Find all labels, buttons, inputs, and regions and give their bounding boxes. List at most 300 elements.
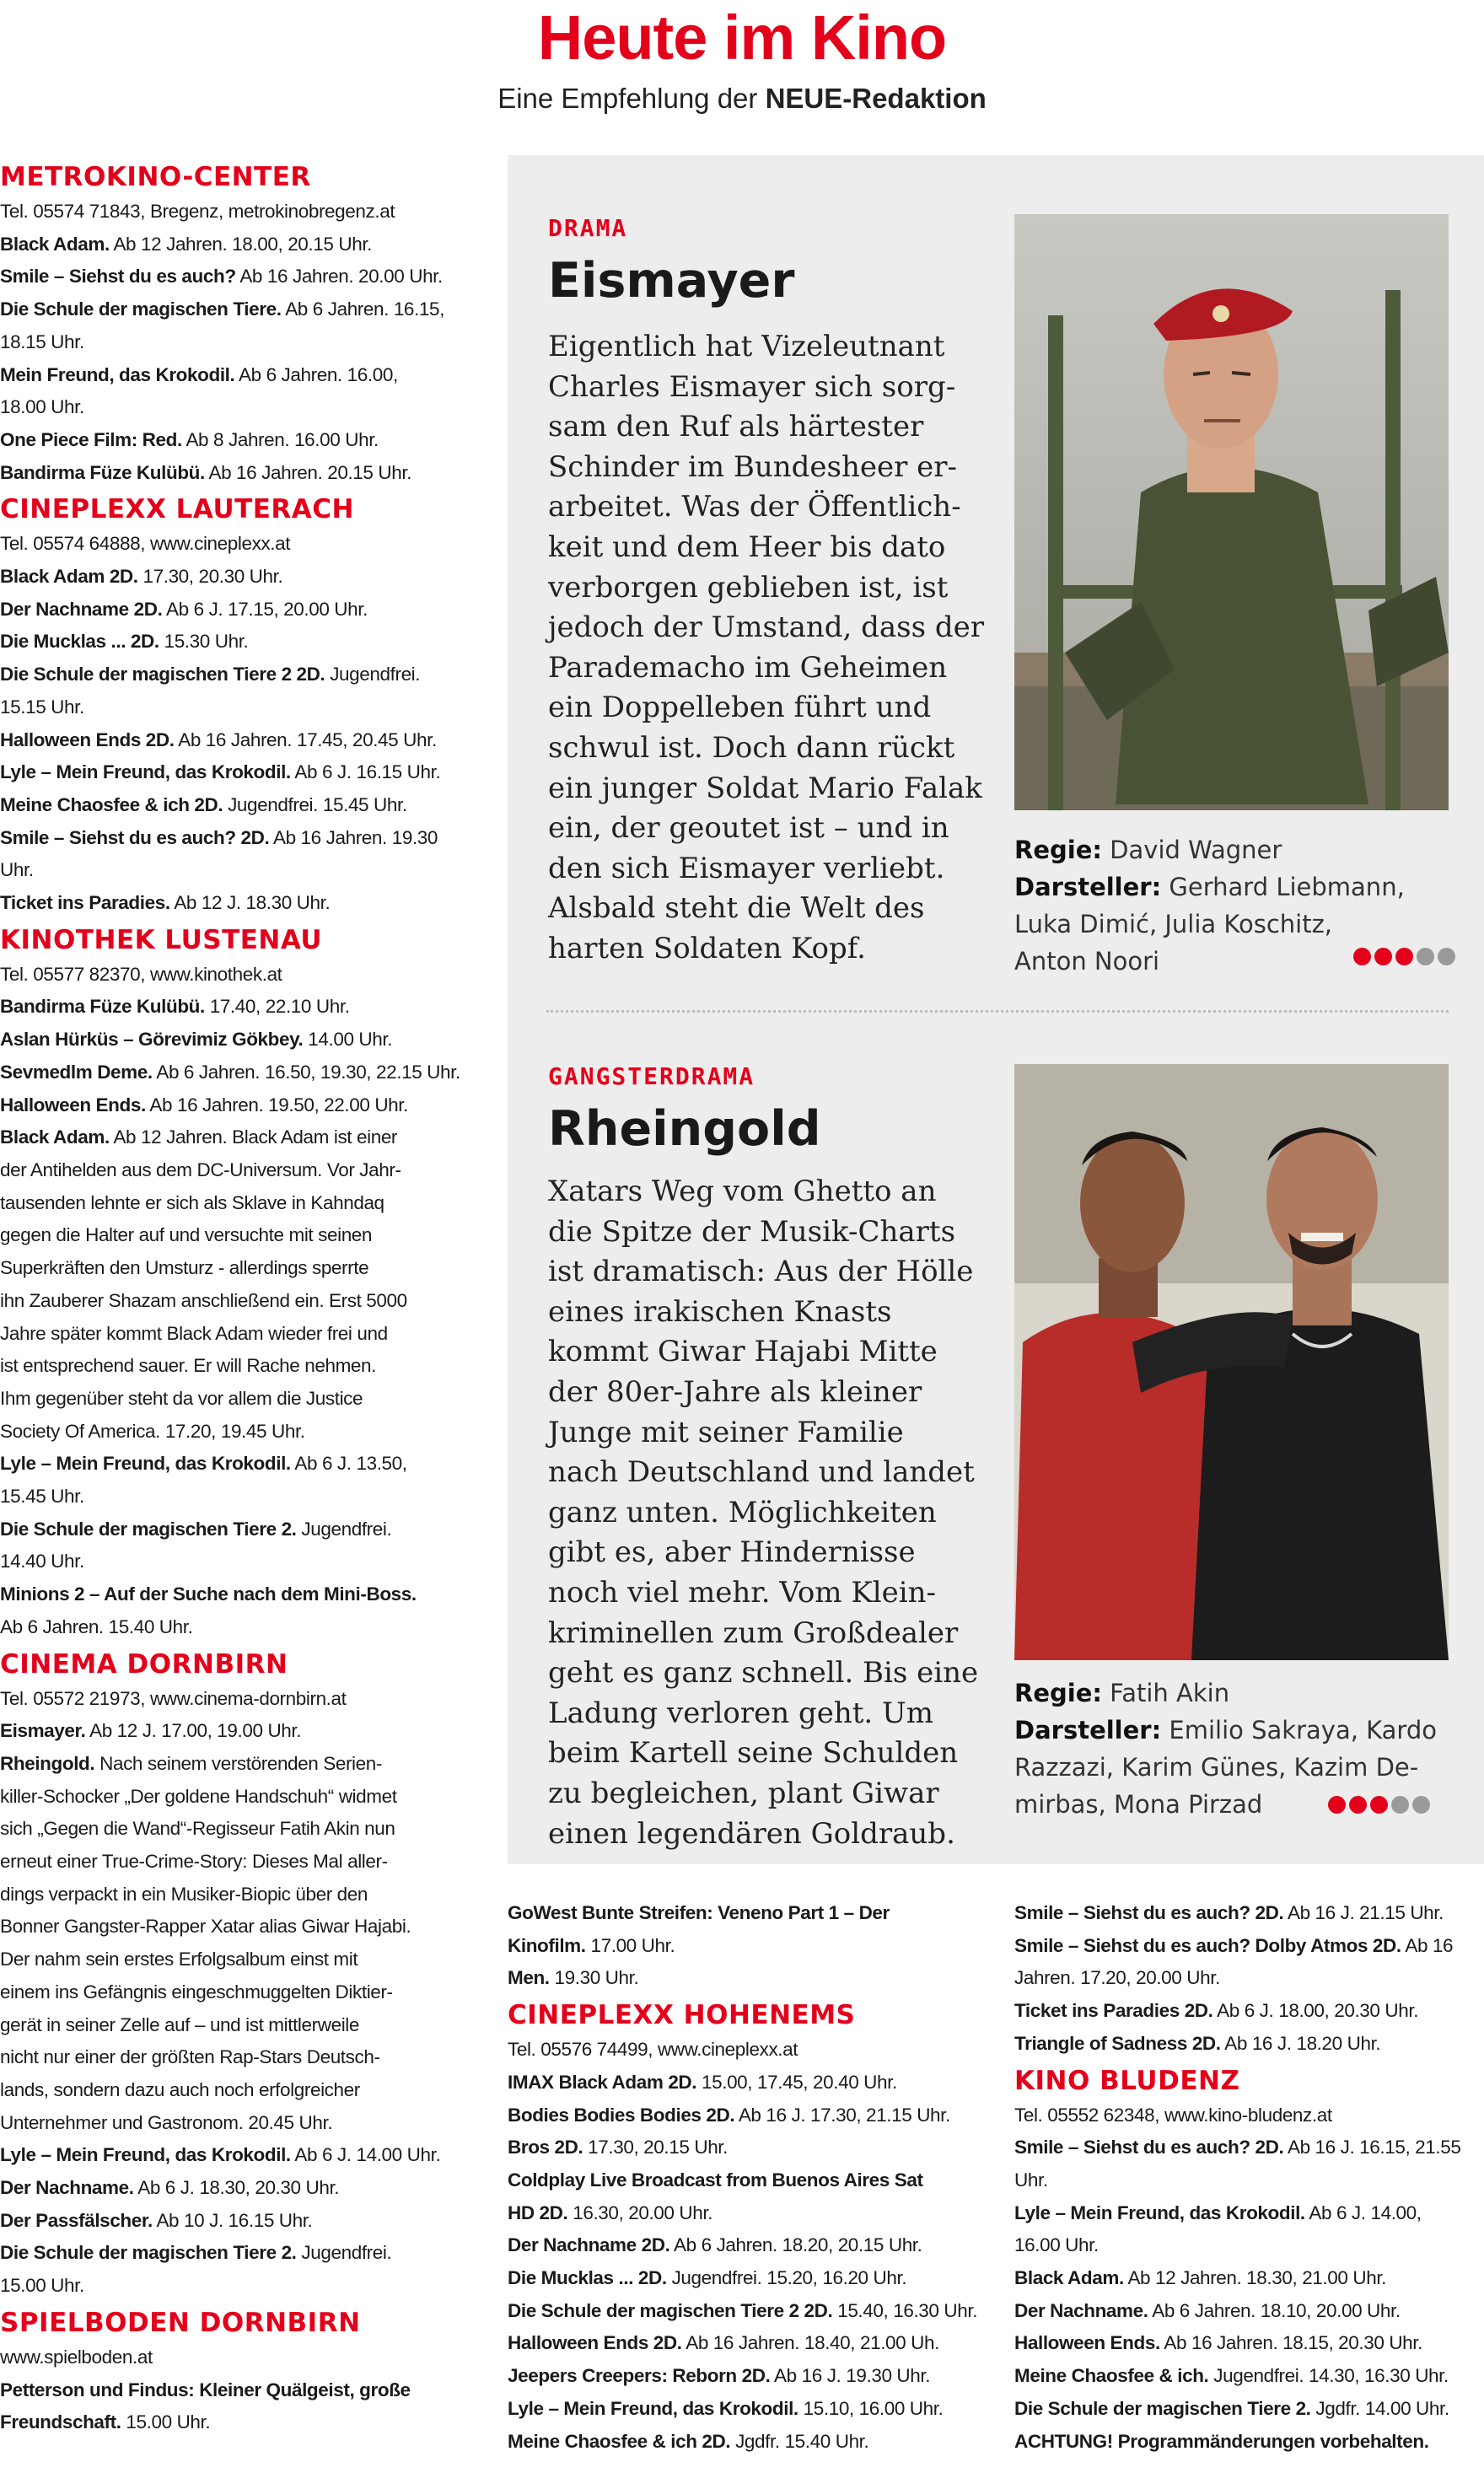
listing-line xyxy=(508,2327,980,2360)
listing-detail: Jugendfrei. 15.20, 16.20 Uhr. xyxy=(666,2267,907,2289)
listing-line xyxy=(508,2262,980,2295)
review-line: arbeitet. Was der Öffentlich- xyxy=(548,490,961,524)
listing-line xyxy=(508,2360,980,2393)
film-name: Bandirma Füze Kulübü. xyxy=(0,461,205,483)
film-name: Rheingold. xyxy=(0,1752,95,1774)
listing-detail: 18.15 Uhr. xyxy=(0,331,84,352)
listing-detail: Tel. 05572 21973, www.cinema-dornbirn.at xyxy=(0,1687,347,1709)
cinema-heading: CINEPLEXX LAUTERACH xyxy=(0,494,354,525)
listing-detail: Ab 16 Jahren. 18.40, 21.00 Uh. xyxy=(681,2332,939,2354)
film-name: Coldplay Live Broadcast from Buenos Aires Sat xyxy=(508,2169,923,2191)
listing-detail: Der nahm sein erstes Erfolgsalbum einst mit xyxy=(0,1949,358,1970)
listing-detail: 16.00 Uhr. xyxy=(1014,2234,1099,2256)
listing-line xyxy=(508,2426,980,2459)
review-line: den sich Eismayer verliebt. xyxy=(548,851,945,885)
rating-dot-filled xyxy=(1374,948,1392,965)
listing-line xyxy=(1014,2197,1484,2230)
listing-line xyxy=(1014,2099,1484,2132)
review-line: Alsbald steht die Welt des xyxy=(548,891,925,926)
listing-detail: Jahren. 17.20, 20.00 Uhr. xyxy=(1014,1967,1220,1989)
listing-line xyxy=(0,228,485,261)
film-name: Mein Freund, das Krokodil. xyxy=(0,363,235,385)
rating-dot-empty xyxy=(1417,948,1434,965)
review-line: gibt es, aber Hindernisse xyxy=(548,1535,916,1570)
review-line: keit und dem Heer bis dato xyxy=(548,530,946,564)
listings-column-right xyxy=(1014,1897,1484,2458)
listing-line xyxy=(0,887,485,920)
listing-detail: Tel. 05574 71843, Bregenz, metrokinobregenz.at xyxy=(0,201,395,222)
film-name: Smile – Siehst du es auch? 2D. xyxy=(0,826,270,848)
listing-line xyxy=(0,2205,485,2238)
review-credits xyxy=(1014,831,1405,980)
listing-line xyxy=(0,1219,485,1252)
listing-line xyxy=(0,2041,485,2074)
review-line: einen legendären Goldraub. xyxy=(548,1816,955,1851)
film-name: Black Adam. xyxy=(0,1126,110,1148)
listing-detail: Ab 16 J. 21.15 Uhr. xyxy=(1283,1902,1444,1923)
listing-line xyxy=(0,991,485,1024)
listing-line xyxy=(508,2229,980,2262)
listing-line xyxy=(0,1416,485,1449)
listing-detail: Tel. 05574 64888, www.cineplexx.at xyxy=(0,533,291,555)
film-name: Black Adam. xyxy=(0,233,110,255)
film-name: Jeepers Creepers: Reborn 2D. xyxy=(508,2365,771,2387)
film-name: Sevmedlm Deme. xyxy=(0,1061,153,1083)
rating-dots xyxy=(1328,1796,1430,1814)
review-line: Eigentlich hat Vizeleutnant xyxy=(548,330,945,363)
film-name: Die Schule der magischen Tiere. xyxy=(0,298,282,320)
film-name: Lyle – Mein Freund, das Krokodil. xyxy=(0,2144,291,2166)
listing-detail: Jugendfrei. xyxy=(296,1518,392,1540)
listing-line xyxy=(0,1187,485,1220)
listing-line xyxy=(1014,2360,1484,2393)
listing-line xyxy=(0,1578,485,1611)
credit-line xyxy=(1014,868,1405,906)
review-line: nach Deutschland und landet xyxy=(548,1455,975,1490)
listing-line xyxy=(1014,2426,1484,2459)
film-name: Lyle – Mein Freund, das Krokodil. xyxy=(508,2397,798,2419)
listing-line xyxy=(1014,2229,1484,2262)
credit-line xyxy=(1014,1675,1437,1712)
credit-label: Darsteller: xyxy=(1014,1716,1162,1744)
listing-detail: erneut einer True-Crime-Story: Dieses Mal aller- xyxy=(0,1851,388,1873)
listing-detail: 15.10, 16.00 Uhr. xyxy=(798,2397,944,2419)
credit-line xyxy=(1014,1749,1437,1786)
film-name: Der Nachname 2D. xyxy=(0,598,163,620)
listing-line xyxy=(0,1024,485,1056)
listing-detail: nicht nur einer der größten Rap-Stars Deutsch- xyxy=(0,2046,380,2068)
listing-line xyxy=(0,594,485,626)
listing-line xyxy=(0,391,485,424)
review-line: noch viel mehr. Vom Klein- xyxy=(548,1575,936,1610)
listing-detail: 17.40, 22.10 Uhr. xyxy=(204,996,350,1018)
listing-line xyxy=(0,724,485,757)
listing-detail: 15.00 Uhr. xyxy=(121,2411,211,2433)
film-name: Ticket ins Paradies. xyxy=(0,892,170,914)
listing-line xyxy=(0,1683,485,1716)
listing-line xyxy=(0,261,485,293)
listing-detail: der Antihelden aus dem DC-Universum. Vor Jahr- xyxy=(0,1158,401,1180)
listing-line xyxy=(1014,1995,1484,2028)
film-still-eismayer xyxy=(1014,214,1449,810)
listing-line xyxy=(0,1513,485,1546)
listing-detail: 17.30, 20.30 Uhr. xyxy=(137,566,283,588)
listing-detail: gegen die Halter auf und versuchte mit seinen xyxy=(0,1224,373,1246)
listing-detail: Ab 6 Jahren. 18.20, 20.15 Uhr. xyxy=(669,2234,922,2256)
credit-value: Fatih Akin xyxy=(1101,1679,1230,1707)
listing-detail: Ab 6 Jahren. 18.10, 20.00 Uhr. xyxy=(1148,2299,1401,2321)
listing-detail: Ab 6 J. 16.15 Uhr. xyxy=(290,761,441,783)
listing-detail: Superkräften den Umsturz - allerdings sperrte xyxy=(0,1257,369,1279)
film-name: Der Nachname 2D. xyxy=(508,2234,670,2256)
film-name: Halloween Ends. xyxy=(0,1094,146,1115)
listing-line xyxy=(0,2341,485,2374)
listing-line xyxy=(508,1897,980,1930)
credit-value: David Wagner xyxy=(1101,836,1282,864)
rating-dots xyxy=(1353,948,1455,965)
listing-detail: Ab 12 J. 18.30 Uhr. xyxy=(169,892,331,914)
listing-detail: Ab 6 Jahren. 15.40 Uhr. xyxy=(0,1615,193,1637)
listing-line xyxy=(508,2164,980,2197)
listing-line xyxy=(1014,2393,1484,2426)
listing-line xyxy=(0,626,485,659)
listing-line xyxy=(0,822,485,855)
listing-line xyxy=(508,2295,980,2328)
listing-line xyxy=(0,1318,485,1351)
review-line: zu begleichen, plant Giwar xyxy=(548,1776,939,1810)
listing-line xyxy=(1014,2028,1484,2061)
listing-line xyxy=(0,293,485,326)
listing-detail: Ab 6 J. 17.15, 20.00 Uhr. xyxy=(162,598,368,620)
listing-line xyxy=(0,1546,485,1578)
film-name: Smile – Siehst du es auch? Dolby Atmos 2D. xyxy=(1014,1934,1401,1956)
listing-detail: 15.00, 17.45, 20.40 Uhr. xyxy=(696,2071,897,2093)
listing-detail: tausenden lehnte er sich als Sklave in Kahndaq xyxy=(0,1191,384,1213)
film-name: Die Schule der magischen Tiere 2. xyxy=(0,1518,297,1540)
rating-dot-empty xyxy=(1438,948,1455,965)
listing-line xyxy=(0,1611,485,1644)
listing-detail: Ab 12 Jahren. 18.00, 20.15 Uhr. xyxy=(109,233,373,255)
film-name: Halloween Ends. xyxy=(1014,2332,1160,2354)
review-line: ein junger Soldat Mario Falak xyxy=(548,771,982,805)
film-name: IMAX Black Adam 2D. xyxy=(508,2071,697,2093)
listing-detail: Ab 12 Jahren. Black Adam ist einer xyxy=(109,1126,398,1148)
listing-line xyxy=(0,2009,485,2042)
listing-detail: Ab 16 xyxy=(1401,1934,1454,1956)
film-name: Halloween Ends 2D. xyxy=(508,2332,682,2354)
film-name: Die Mucklas ... 2D. xyxy=(0,631,159,653)
listing-line xyxy=(0,1121,485,1154)
listing-line xyxy=(0,1879,485,1911)
credit-value: Gerhard Liebmann, xyxy=(1161,873,1405,901)
listing-line xyxy=(508,2197,980,2230)
listing-detail: Ab 12 J. 17.00, 19.00 Uhr. xyxy=(85,1720,302,1742)
listing-detail: Jugendfrei. 15.45 Uhr. xyxy=(223,793,407,815)
listing-detail: dings verpackt in ein Musiker-Biopic über den xyxy=(0,1883,368,1905)
listing-line xyxy=(0,2074,485,2107)
film-name: Lyle – Mein Freund, das Krokodil. xyxy=(0,761,291,783)
film-name: Die Schule der magischen Tiere 2 2D. xyxy=(0,664,325,685)
listing-detail: Ab 10 J. 16.15 Uhr. xyxy=(152,2209,313,2231)
listing-line xyxy=(508,2099,980,2132)
listing-detail: lands, sondern dazu auch noch erfolgreicher xyxy=(0,2078,360,2100)
listing-detail: einem ins Gefängnis eingeschmuggelten Diktier- xyxy=(0,1981,393,2002)
film-still-rheingold xyxy=(1014,1064,1449,1660)
listing-line xyxy=(0,1154,485,1187)
film-name: Ticket ins Paradies 2D. xyxy=(1014,2000,1213,2022)
listing-detail: Tel. 05577 82370, www.kinothek.at xyxy=(0,963,282,985)
listing-detail: 17.00 Uhr. xyxy=(585,1934,675,1956)
listing-line xyxy=(0,1846,485,1879)
rating-dot-filled xyxy=(1353,948,1371,965)
listing-line xyxy=(0,2237,485,2270)
listing-detail: Uhr. xyxy=(0,859,34,881)
listing-line xyxy=(0,1481,485,1513)
listing-line xyxy=(0,1089,485,1122)
listing-detail: 16.30, 20.00 Uhr. xyxy=(567,2201,713,2223)
listing-line xyxy=(0,756,485,789)
film-name: Die Schule der magischen Tiere 2. xyxy=(0,2242,297,2264)
review-line: ganz unten. Möglichkeiten xyxy=(548,1495,937,1529)
listing-line xyxy=(508,2034,980,2067)
listing-line xyxy=(0,1781,485,1814)
review-line: jedoch der Umstand, dass der xyxy=(548,610,985,645)
review-line: kriminellen zum Großdealer xyxy=(548,1615,959,1650)
film-name: HD 2D. xyxy=(508,2201,568,2223)
film-name: Black Adam 2D. xyxy=(0,566,138,588)
listing-detail: Jugendfrei. 14.30, 16.30 Uhr. xyxy=(1208,2365,1449,2387)
review-line: der 80er-Jahre als kleiner xyxy=(548,1374,922,1409)
listing-line xyxy=(0,326,485,359)
review-line: geht es ganz schnell. Bis eine xyxy=(548,1656,979,1691)
review-line: ist dramatisch: Aus der Hölle xyxy=(548,1255,974,1289)
review-line: Ladung verloren geht. Um xyxy=(548,1696,933,1730)
film-name: Halloween Ends 2D. xyxy=(0,728,175,750)
review-line: Schinder im Bundesheer er- xyxy=(548,449,958,484)
film-name: Der Nachname. xyxy=(1014,2299,1148,2321)
listing-detail: Ab 6 Jahren. 16.15, xyxy=(281,298,444,320)
listing-line xyxy=(0,2107,485,2140)
listing-detail: Ab 8 Jahren. 16.00 Uhr. xyxy=(181,428,379,450)
listing-detail: killer-Schocker „Der goldene Handschuh“ widmet xyxy=(0,1785,397,1807)
listing-line xyxy=(0,959,485,992)
review-line: ein Doppelleben führt und xyxy=(548,691,932,725)
film-name: Freundschaft. xyxy=(0,2411,121,2433)
listing-detail: 15.45 Uhr. xyxy=(0,1486,84,1508)
film-name: Meine Chaosfee & ich. xyxy=(1014,2365,1209,2387)
listing-line xyxy=(0,2139,485,2172)
credit-line xyxy=(1014,906,1405,943)
page-title: Heute im Kino xyxy=(537,3,947,73)
cinema-heading: SPIELBODEN DORNBIRN xyxy=(0,2307,361,2338)
listing-line xyxy=(0,1383,485,1416)
review-line: kommt Giwar Hajabi Mitte xyxy=(548,1335,938,1369)
credit-label: Regie: xyxy=(1014,836,1102,864)
review-genre: GANGSTERDRAMA xyxy=(548,1062,755,1090)
cinema-heading: CINEPLEXX HOHENEMS xyxy=(508,2000,856,2031)
film-name: Lyle – Mein Freund, das Krokodil. xyxy=(0,1453,291,1475)
listing-detail: Ab 16 Jahren. 19.30 xyxy=(269,826,438,848)
film-name: Smile – Siehst du es auch? 2D. xyxy=(1014,2137,1284,2158)
review-line: sam den Ruf als härtester xyxy=(548,410,924,444)
listing-line xyxy=(1014,1930,1484,1963)
listing-line xyxy=(1014,2132,1484,2196)
cinema-heading: METROKINO-CENTER xyxy=(0,162,311,192)
listing-detail: Nach seinem verstörenden Serien- xyxy=(94,1752,382,1774)
listing-detail: Jugendfrei. xyxy=(296,2242,392,2264)
listing-detail: Ab 16 J. 17.30, 21.15 Uhr. xyxy=(734,2104,950,2126)
listing-line xyxy=(508,1930,980,1963)
listing-line xyxy=(0,528,485,561)
credit-line xyxy=(1014,831,1405,868)
film-name: Der Passfälscher. xyxy=(0,2209,153,2231)
listing-detail: Jugendfrei. xyxy=(325,664,421,685)
film-name: One Piece Film: Red. xyxy=(0,428,182,450)
film-name: Kinofilm. xyxy=(508,1934,586,1956)
listing-line xyxy=(1014,2327,1484,2360)
film-name: Meine Chaosfee & ich 2D. xyxy=(508,2430,731,2452)
credit-value: Anton Noori xyxy=(1014,947,1160,976)
listing-line xyxy=(1014,1962,1484,1995)
review-line: ein, der geoutet ist – und in xyxy=(548,811,949,846)
listing-line xyxy=(0,1813,485,1846)
credit-line xyxy=(1014,1712,1437,1749)
section-divider xyxy=(546,1010,1449,1013)
film-name: Die Schule der magischen Tiere 2 2D. xyxy=(508,2299,833,2321)
listing-line xyxy=(0,2270,485,2303)
listing-detail: ist entsprechend sauer. Er will Rache nehmen. xyxy=(0,1355,376,1377)
listing-line xyxy=(0,854,485,887)
listing-detail: Ab 16 J. 18.20 Uhr. xyxy=(1220,2032,1381,2054)
listing-line xyxy=(0,1748,485,1781)
listing-detail: Ab 6 J. 18.30, 20.30 Uhr. xyxy=(133,2177,340,2199)
listing-line xyxy=(0,1943,485,1976)
listing-line xyxy=(0,2172,485,2205)
rating-dot-filled xyxy=(1370,1796,1388,1814)
listing-line xyxy=(0,789,485,822)
review-title: Eismayer xyxy=(548,253,795,309)
subtitle-publisher: NEUE-Redaktion xyxy=(765,83,987,114)
listing-detail: Ihm gegenüber steht da vor allem die Justice xyxy=(0,1387,363,1409)
listing-detail: Ab 6 J. 18.00, 20.30 Uhr. xyxy=(1212,2000,1419,2022)
rating-dot-empty xyxy=(1391,1796,1409,1814)
film-name: Der Nachname. xyxy=(0,2177,134,2199)
listing-line xyxy=(0,1448,485,1481)
listing-line xyxy=(508,1962,980,1995)
listing-line xyxy=(0,1350,485,1383)
listing-detail: 14.00 Uhr. xyxy=(303,1029,393,1051)
film-name: Die Schule der magischen Tiere 2. xyxy=(1014,2397,1311,2419)
cinema-heading: KINOTHEK LUSTENAU xyxy=(0,924,323,955)
listing-detail: Jahre später kommt Black Adam wieder frei und xyxy=(0,1322,388,1344)
listing-detail: Ab 6 Jahren. 16.00, xyxy=(234,363,398,385)
film-name: GoWest Bunte Streifen: Veneno Part 1 – Der xyxy=(508,1902,890,1923)
listing-detail: Ab 6 J. 14.00, xyxy=(1304,2201,1422,2223)
rating-dot-empty xyxy=(1412,1796,1430,1814)
listing-detail: www.spielboden.at xyxy=(0,2346,153,2368)
credit-value: Luka Dimić, Julia Koschitz, xyxy=(1014,910,1333,938)
listing-detail: Ab 16 Jahren. 20.15 Uhr. xyxy=(204,461,412,483)
listings-column-left xyxy=(0,157,485,2439)
listing-detail: Ab 6 J. 13.50, xyxy=(290,1453,407,1475)
listing-detail: 17.30, 20.15 Uhr. xyxy=(583,2137,729,2158)
film-name: Triangle of Sadness 2D. xyxy=(1014,2032,1221,2054)
listing-detail: Tel. 05552 62348, www.kino-bludenz.at xyxy=(1014,2104,1332,2126)
listing-line xyxy=(508,2132,980,2164)
review-title: Rheingold xyxy=(548,1101,821,1157)
film-name: Smile – Siehst du es auch? 2D. xyxy=(1014,1902,1284,1923)
listing-line xyxy=(508,2393,980,2426)
listing-detail: Ab 16 Jahren. 19.50, 22.00 Uhr. xyxy=(145,1094,408,1115)
page-subtitle xyxy=(0,83,1484,115)
listing-line xyxy=(1014,1897,1484,1930)
listing-detail: ihn Zauberer Shazam anschließend ein. Erst 5000 xyxy=(0,1289,407,1311)
film-name: Bodies Bodies Bodies 2D. xyxy=(508,2104,735,2126)
listing-detail: 15.15 Uhr. xyxy=(0,696,84,718)
review-line: Junge mit seiner Familie xyxy=(548,1415,904,1449)
listing-detail: 15.40, 16.30 Uhr. xyxy=(832,2299,978,2321)
review-line: die Spitze der Musik-Charts xyxy=(548,1214,956,1249)
credit-value: Razzazi, Karim Günes, Kazim De- xyxy=(1014,1753,1419,1782)
review-line: Charles Eismayer sich sorg- xyxy=(548,369,956,404)
listing-detail: Ab 16 J. 16.15, 21.55 Uhr. xyxy=(1014,2137,1461,2191)
review-line: schwul ist. Doch dann rückt xyxy=(548,730,955,765)
film-name: Men. xyxy=(508,1967,550,1989)
listing-detail: sich „Gegen die Wand“-Regisseur Fatih Akin nun xyxy=(0,1818,395,1840)
review-line: harten Soldaten Kopf. xyxy=(548,931,866,965)
listing-line xyxy=(0,457,485,490)
listing-detail: 19.30 Uhr. xyxy=(549,1967,639,1989)
review-text xyxy=(548,1172,1003,1854)
review-line: verborgen geblieben ist, ist xyxy=(548,570,949,605)
review-line: eines irakischen Knasts xyxy=(548,1294,892,1329)
film-name: Black Adam. xyxy=(1014,2267,1124,2289)
listing-detail: Bonner Gangster-Rapper Xatar alias Giwar Hajabi. xyxy=(0,1916,411,1938)
credit-value: mirbas, Mona Pirzad xyxy=(1014,1790,1263,1819)
rating-dot-filled xyxy=(1328,1796,1346,1814)
film-name: Eismayer. xyxy=(0,1720,86,1742)
listing-detail: Ab 6 Jahren. 16.50, 19.30, 22.15 Uhr. xyxy=(152,1061,460,1083)
credit-line xyxy=(1014,943,1405,980)
review-line: beim Kartell seine Schulden xyxy=(548,1736,959,1771)
listing-detail: Ab 16 Jahren. 18.15, 20.30 Uhr. xyxy=(1159,2332,1422,2354)
review-line: Parademacho im Geheimen xyxy=(548,650,948,685)
listing-line xyxy=(0,691,485,724)
film-name: Aslan Hürküs – Görevimiz Gökbey. xyxy=(0,1029,304,1051)
listing-line xyxy=(0,2406,485,2439)
listing-detail: Ab 16 J. 19.30 Uhr. xyxy=(770,2365,931,2387)
listing-detail: Jgdfr. 14.00 Uhr. xyxy=(1310,2397,1449,2419)
listing-line xyxy=(1014,2295,1484,2328)
listing-detail: Ab 6 J. 14.00 Uhr. xyxy=(290,2144,441,2166)
review-text xyxy=(548,327,1003,970)
listing-detail: Ab 16 Jahren. 17.45, 20.45 Uhr. xyxy=(174,728,437,750)
listing-line xyxy=(0,659,485,691)
listing-detail: gerät in seiner Zelle auf – und ist mittlerweile xyxy=(0,2013,360,2035)
review-genre: DRAMA xyxy=(548,214,628,242)
listing-line xyxy=(0,1285,485,1318)
listing-line xyxy=(0,1911,485,1943)
listing-detail: Society Of America. 17.20, 19.45 Uhr. xyxy=(0,1420,305,1442)
listing-line xyxy=(0,1252,485,1285)
film-name: Die Mucklas ... 2D. xyxy=(508,2267,667,2289)
listing-line xyxy=(0,359,485,392)
listing-detail: 15.30 Uhr. xyxy=(159,631,249,653)
film-name: Bandirma Füze Kulübü. xyxy=(0,996,205,1018)
rating-dot-filled xyxy=(1395,948,1413,965)
film-name: Meine Chaosfee & ich 2D. xyxy=(0,793,223,815)
cinema-heading: KINO BLUDENZ xyxy=(1014,2065,1240,2096)
